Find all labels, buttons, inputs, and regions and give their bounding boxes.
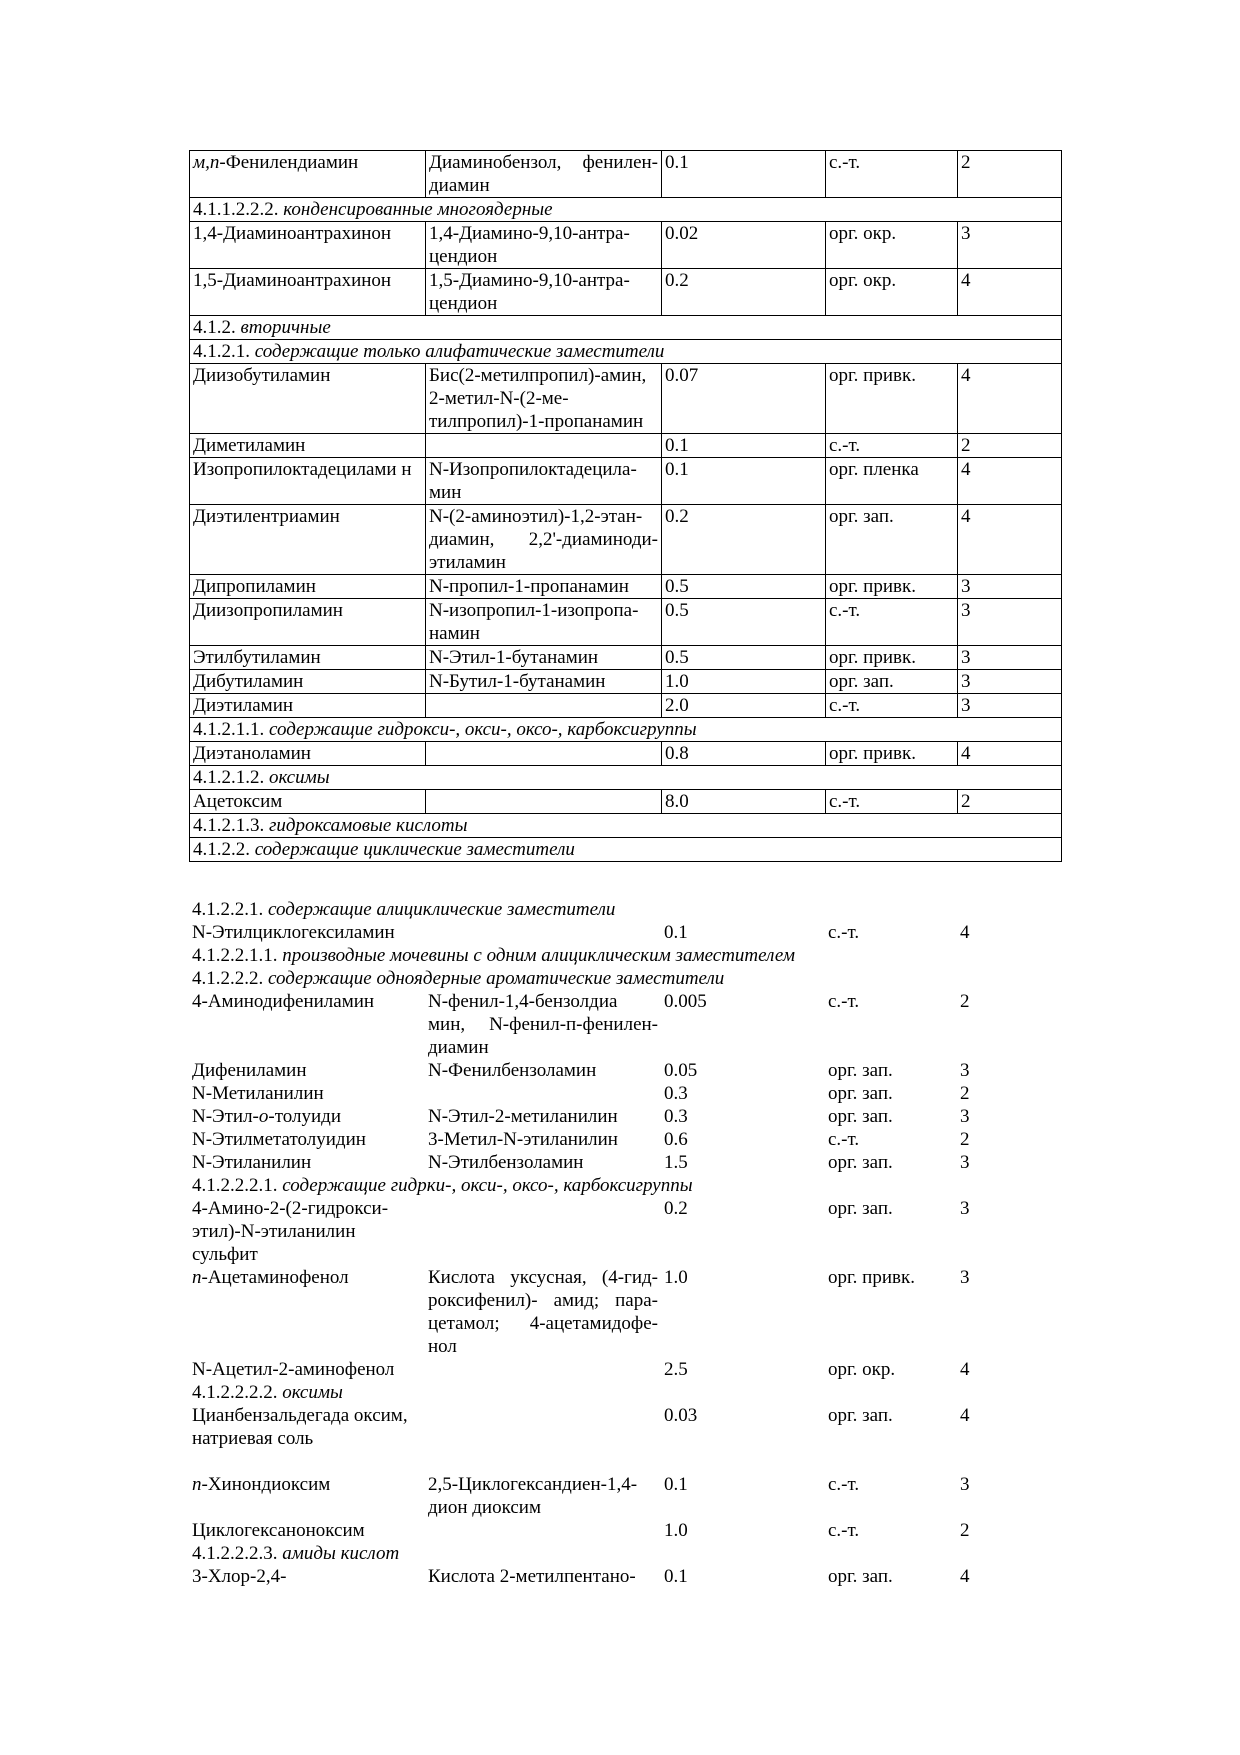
section-code: 4.1.2.2.: [193, 839, 250, 860]
hazard-class: 4: [958, 364, 1062, 434]
concentration-value: 0.03: [664, 1405, 698, 1426]
name-main: Диэтилентриамин: [193, 506, 340, 527]
substance-synonyms: N-изопропил-1-изопропа-намин: [426, 599, 662, 646]
hazard-class: 3: [958, 599, 1062, 646]
substance-synonyms: 1,4-Диамино-9,10-антра-цендион: [426, 222, 662, 269]
substance-name: [190, 646, 426, 670]
section-title: конденсированные многоядерные: [283, 199, 553, 220]
concentration-value: 0.2: [662, 269, 826, 316]
concentration-value: 8.0: [662, 790, 826, 814]
hazard-class: 3: [960, 1106, 970, 1127]
section-heading-row: [190, 316, 1062, 340]
section-code: 4.1.2.2.1.1.: [192, 945, 278, 966]
limiting-indicator: орг. привк.: [826, 742, 958, 766]
substance-name: [190, 670, 426, 694]
name-main: 4-Амино-2-(2-гидрокси-этил)-N-этиланилин сульфит: [192, 1198, 389, 1265]
limiting-indicator: орг. зап.: [828, 1152, 893, 1173]
substance-synonyms: [426, 694, 662, 718]
substance-row: [190, 646, 1062, 670]
limiting-indicator: с.-т.: [828, 1520, 860, 1541]
hazard-class: 2: [960, 991, 970, 1012]
hazard-class: 3: [960, 1474, 970, 1495]
name-italic-part: о: [258, 1106, 269, 1127]
hazard-class: 4: [958, 269, 1062, 316]
section-code: 4.1.2.2.2.3.: [192, 1543, 278, 1564]
name-main: 4-Аминодифениламин: [192, 991, 375, 1012]
name-main: Изопропилоктадецилами н: [193, 459, 412, 480]
substance-name: [190, 694, 426, 718]
substance-name: [189, 1082, 425, 1105]
substance-synonyms: [425, 1197, 661, 1266]
limiting-indicator: с.-т.: [826, 434, 958, 458]
substance-name: [190, 222, 426, 269]
name-main: Диэтаноламин: [193, 743, 311, 764]
name-main: Диизобутиламин: [193, 365, 331, 386]
limiting-indicator: орг. окр.: [826, 222, 958, 269]
limiting-indicator: орг. зап.: [828, 1405, 893, 1426]
substance-synonyms: 2,5-Циклогександиен-1,4-дион диоксим: [428, 1474, 638, 1518]
substance-name: [189, 1266, 425, 1358]
concentration-value: 0.1: [664, 1474, 688, 1495]
limiting-indicator: орг. зап.: [828, 1566, 893, 1587]
bordered-substance-table: [189, 150, 1062, 862]
concentration-value: 0.05: [664, 1060, 698, 1081]
hazard-class: 3: [960, 1152, 970, 1173]
section-heading: [190, 340, 1062, 364]
substance-name: [189, 990, 425, 1059]
hazard-class: 3: [958, 222, 1062, 269]
limiting-indicator: орг. зап.: [828, 1060, 893, 1081]
hazard-class: 2: [960, 1083, 970, 1104]
substance-name: [190, 364, 426, 434]
substance-name: [190, 505, 426, 575]
section-title: оксимы: [269, 767, 330, 788]
substance-row: [190, 222, 1062, 269]
substance-name: [189, 1059, 425, 1082]
concentration-value: 0.6: [664, 1129, 688, 1150]
limiting-indicator: орг. окр.: [828, 1359, 896, 1380]
substance-row: [189, 1565, 1061, 1588]
section-title: содержащие циклические заместители: [254, 839, 575, 860]
substance-row: [190, 458, 1062, 505]
substance-synonyms: 1,5-Диамино-9,10-антра-цендион: [426, 269, 662, 316]
concentration-value: 0.1: [664, 1566, 688, 1587]
limiting-indicator: орг. окр.: [826, 269, 958, 316]
concentration-value: 0.005: [664, 991, 707, 1012]
concentration-value: 0.07: [662, 364, 826, 434]
name-main: Дибутиламин: [193, 671, 304, 692]
concentration-value: 1.0: [662, 670, 826, 694]
name-main: N-Ацетил-2-аминофенол: [192, 1359, 395, 1380]
limiting-indicator: орг. привк.: [826, 364, 958, 434]
section-heading: [189, 1542, 1061, 1565]
name-main: 3-Хлор-2,4-: [192, 1566, 287, 1587]
concentration-value: 0.5: [662, 646, 826, 670]
limiting-indicator: с.-т.: [828, 1474, 860, 1495]
substance-row: [189, 1473, 1061, 1519]
section-title: оксимы: [282, 1382, 343, 1403]
substance-name: [189, 1151, 425, 1174]
substance-synonyms: N-(2-аминоэтил)-1,2-этан- диамин, 2,2'-диаминоди-этиламин: [426, 505, 662, 575]
limiting-indicator: орг. зап.: [826, 505, 958, 575]
name-main: Ацетаминофенол: [207, 1267, 349, 1288]
section-title: гидроксамовые кислоты: [269, 815, 468, 836]
section-heading-row: [189, 898, 1061, 921]
hazard-class: 3: [958, 670, 1062, 694]
hazard-class: 3: [958, 575, 1062, 599]
substance-row: [189, 1197, 1061, 1266]
name-main: Диметиламин: [193, 435, 306, 456]
section-heading-row: [190, 814, 1062, 838]
concentration-value: 0.1: [662, 434, 826, 458]
limiting-indicator: орг. привк.: [826, 575, 958, 599]
concentration-value: 0.5: [662, 575, 826, 599]
substance-row: [190, 151, 1062, 198]
hazard-class: 3: [958, 694, 1062, 718]
section-heading: [189, 967, 1061, 990]
limiting-indicator: с.-т.: [826, 151, 958, 198]
section-heading: [189, 898, 1061, 921]
hazard-class: 4: [958, 458, 1062, 505]
name-prefix: N-Этил-: [192, 1106, 259, 1127]
limiting-indicator: с.-т.: [826, 694, 958, 718]
concentration-value: 0.3: [664, 1106, 688, 1127]
name-main: N-Этилметатолуидин: [192, 1129, 366, 1150]
section-heading-row: [189, 967, 1061, 990]
hazard-class: 2: [958, 790, 1062, 814]
substance-synonyms: Кислота уксусная, (4-гид-роксифенил)- амид; пара-цетамол; 4-ацетамидофе-нол: [428, 1267, 658, 1357]
concentration-value: 0.2: [664, 1198, 688, 1219]
name-main: N-Этиланилин: [192, 1152, 312, 1173]
name-main: Дифениламин: [192, 1060, 307, 1081]
substance-row: [190, 599, 1062, 646]
substance-name: [189, 1565, 425, 1588]
substance-row: [190, 575, 1062, 599]
section-heading: [190, 814, 1062, 838]
concentration-value: 0.1: [664, 922, 688, 943]
plain-substance-table: [189, 898, 1061, 1588]
name-main: Дипропиламин: [193, 576, 316, 597]
substance-synonyms: [425, 1082, 661, 1105]
name-prefix: м,п-: [193, 152, 226, 173]
concentration-value: 0.1: [662, 151, 826, 198]
section-heading-row: [190, 838, 1062, 862]
substance-row: [189, 1105, 1061, 1128]
substance-synonyms: Кислота 2-метилпентано-: [428, 1566, 636, 1587]
section-code: 4.1.1.2.2.2.: [193, 199, 279, 220]
concentration-value: 1.0: [664, 1520, 688, 1541]
section-heading-row: [190, 198, 1062, 222]
section-code: 4.1.2.2.2.2.: [192, 1382, 278, 1403]
section-title: содержащие алициклические заместители: [268, 899, 616, 920]
limiting-indicator: с.-т.: [826, 599, 958, 646]
limiting-indicator: орг. зап.: [828, 1083, 893, 1104]
concentration-value: 0.8: [662, 742, 826, 766]
substance-row: [190, 790, 1062, 814]
limiting-indicator: орг. пленка: [826, 458, 958, 505]
concentration-value: 1.0: [664, 1267, 688, 1288]
limiting-indicator: орг. зап.: [826, 670, 958, 694]
hazard-class: 3: [960, 1060, 970, 1081]
section-code: 4.1.2.2.2.1.: [192, 1175, 278, 1196]
section-heading-row: [189, 1542, 1061, 1565]
substance-row: [189, 1151, 1061, 1174]
substance-row: [190, 364, 1062, 434]
section-heading: [189, 944, 1061, 967]
name-prefix: п-: [192, 1474, 208, 1495]
section-code: 4.1.2.2.2.: [192, 968, 264, 989]
substance-name: [189, 1473, 425, 1519]
limiting-indicator: с.-т.: [828, 1129, 860, 1150]
substance-row: [189, 1082, 1061, 1105]
concentration-value: 0.1: [662, 458, 826, 505]
section-code: 4.1.2.2.1.: [192, 899, 264, 920]
substance-name: [190, 458, 426, 505]
section-heading: [190, 316, 1062, 340]
section-title: содержащие только алифатические заместители: [254, 341, 665, 362]
concentration-value: 0.2: [662, 505, 826, 575]
substance-name: [190, 742, 426, 766]
substance-synonyms: [426, 434, 662, 458]
substance-row: [189, 921, 1061, 944]
substance-synonyms: N-Этилбензоламин: [428, 1152, 584, 1173]
section-code: 4.1.2.1.1.: [193, 719, 265, 740]
section-heading: [189, 1174, 1061, 1197]
section-title: вторичные: [240, 317, 331, 338]
name-main: Диизопропиламин: [193, 600, 343, 621]
substance-row: [189, 1404, 1061, 1450]
hazard-class: 2: [960, 1520, 970, 1541]
hazard-class: 4: [958, 505, 1062, 575]
concentration-value: 0.5: [662, 599, 826, 646]
section-code: 4.1.2.1.: [193, 341, 250, 362]
name-main: 1,5-Диаминоантрахинон: [193, 270, 392, 291]
limiting-indicator: с.-т.: [828, 922, 860, 943]
substance-synonyms: N-Фенилбензоламин: [428, 1060, 597, 1081]
substance-synonyms: [425, 921, 661, 944]
substance-synonyms: [425, 1519, 661, 1542]
substance-row: [190, 670, 1062, 694]
hazard-class: 3: [960, 1198, 970, 1219]
substance-name: [189, 1358, 425, 1381]
hazard-class: 2: [958, 151, 1062, 198]
hazard-class: 3: [960, 1267, 970, 1288]
substance-synonyms: Диаминобензол, фенилен-диамин: [426, 151, 662, 198]
section-heading: [190, 718, 1062, 742]
concentration-value: 2.5: [664, 1359, 688, 1380]
section-code: 4.1.2.1.3.: [193, 815, 265, 836]
section-heading-row: [190, 340, 1062, 364]
section-title: производные мочевины с одним алициклическим заместителем: [282, 945, 795, 966]
substance-row: [190, 269, 1062, 316]
hazard-class: 4: [960, 1359, 970, 1380]
name-main: Фенилендиамин: [225, 152, 359, 173]
substance-name: [190, 575, 426, 599]
section-heading-row: [189, 1174, 1061, 1197]
substance-row: [190, 434, 1062, 458]
substance-row: [189, 1266, 1061, 1358]
substance-synonyms: N-Этил-2-метиланилин: [428, 1106, 618, 1127]
section-title: содержащие гидрки-, окси-, оксо-, карбоксигруппы: [282, 1175, 693, 1196]
substance-name: [189, 1404, 425, 1450]
blank-row: [189, 1450, 1061, 1473]
name-main: Этилбутиламин: [193, 647, 321, 668]
section-heading-row: [190, 718, 1062, 742]
name-main: N-Этилциклогексиламин: [192, 922, 395, 943]
substance-synonyms: N-пропил-1-пропанамин: [426, 575, 662, 599]
section-heading: [190, 838, 1062, 862]
name-suffix: -толуиди: [268, 1106, 341, 1127]
substance-name: [190, 790, 426, 814]
hazard-class: 2: [958, 434, 1062, 458]
substance-synonyms: [425, 1358, 661, 1381]
name-main: N-Метиланилин: [192, 1083, 324, 1104]
name-main: Диэтиламин: [193, 695, 294, 716]
substance-row: [189, 1059, 1061, 1082]
hazard-class: 4: [960, 1566, 970, 1587]
substance-row: [189, 1358, 1061, 1381]
substance-name: [190, 151, 426, 198]
limiting-indicator: орг. зап.: [828, 1106, 893, 1127]
name-prefix: п-: [192, 1267, 208, 1288]
substance-name: [190, 269, 426, 316]
limiting-indicator: орг. привк.: [828, 1267, 915, 1288]
substance-name: [189, 1197, 425, 1266]
section-heading-row: [189, 1381, 1061, 1404]
section-heading-row: [190, 766, 1062, 790]
section-title: содержащие гидрокси-, окси-, оксо-, карбоксигруппы: [269, 719, 697, 740]
hazard-class: 2: [960, 1129, 970, 1150]
concentration-value: 1.5: [664, 1152, 688, 1173]
substance-synonyms: [426, 742, 662, 766]
substance-name: [189, 1128, 425, 1151]
substance-row: [189, 1128, 1061, 1151]
substance-synonyms: [425, 1404, 661, 1450]
section-code: 4.1.2.1.2.: [193, 767, 265, 788]
substance-row: [189, 990, 1061, 1059]
section-title: амиды кислот: [282, 1543, 400, 1564]
hazard-class: 4: [960, 922, 970, 943]
limiting-indicator: орг. привк.: [826, 646, 958, 670]
section-heading: [190, 766, 1062, 790]
substance-name: [189, 921, 425, 944]
section-title: содержащие одноядерные ароматические заместители: [268, 968, 725, 989]
substance-row: [189, 1519, 1061, 1542]
section-heading: [189, 1381, 1061, 1404]
name-main: Цианбензальдегада оксим, натриевая соль: [192, 1405, 408, 1449]
substance-synonyms: N-фенил-1,4-бензолдиа мин, N-фенил-п-фенилен-диамин: [428, 991, 658, 1058]
substance-synonyms: Бис(2-метилпропил)-амин, 2-метил-N-(2-ме-тилпропил)-1-пропанамин: [426, 364, 662, 434]
substance-synonyms: N-Бутил-1-бутанамин: [426, 670, 662, 694]
section-heading: [190, 198, 1062, 222]
section-heading-row: [189, 944, 1061, 967]
substance-synonyms: 3-Метил-N-этиланилин: [428, 1129, 618, 1150]
substance-row: [190, 694, 1062, 718]
hazard-class: 4: [958, 742, 1062, 766]
name-main: Хинондиоксим: [207, 1474, 331, 1495]
substance-name: [189, 1519, 425, 1542]
substance-row: [190, 742, 1062, 766]
substance-name: [189, 1105, 425, 1128]
limiting-indicator: с.-т.: [826, 790, 958, 814]
substance-name: [190, 434, 426, 458]
hazard-class: 4: [960, 1405, 970, 1426]
name-main: Циклогексаноноксим: [192, 1520, 365, 1541]
substance-synonyms: [426, 790, 662, 814]
limiting-indicator: с.-т.: [828, 991, 860, 1012]
concentration-value: 2.0: [662, 694, 826, 718]
section-code: 4.1.2.: [193, 317, 236, 338]
substance-synonyms: N-Изопропилоктадецила-мин: [426, 458, 662, 505]
concentration-value: 0.3: [664, 1083, 688, 1104]
concentration-value: 0.02: [662, 222, 826, 269]
substance-synonyms: N-Этил-1-бутанамин: [426, 646, 662, 670]
name-main: 1,4-Диаминоантрахинон: [193, 223, 392, 244]
substance-row: [190, 505, 1062, 575]
substance-name: [190, 599, 426, 646]
limiting-indicator: орг. зап.: [828, 1198, 893, 1219]
hazard-class: 3: [958, 646, 1062, 670]
name-main: Ацетоксим: [193, 791, 283, 812]
